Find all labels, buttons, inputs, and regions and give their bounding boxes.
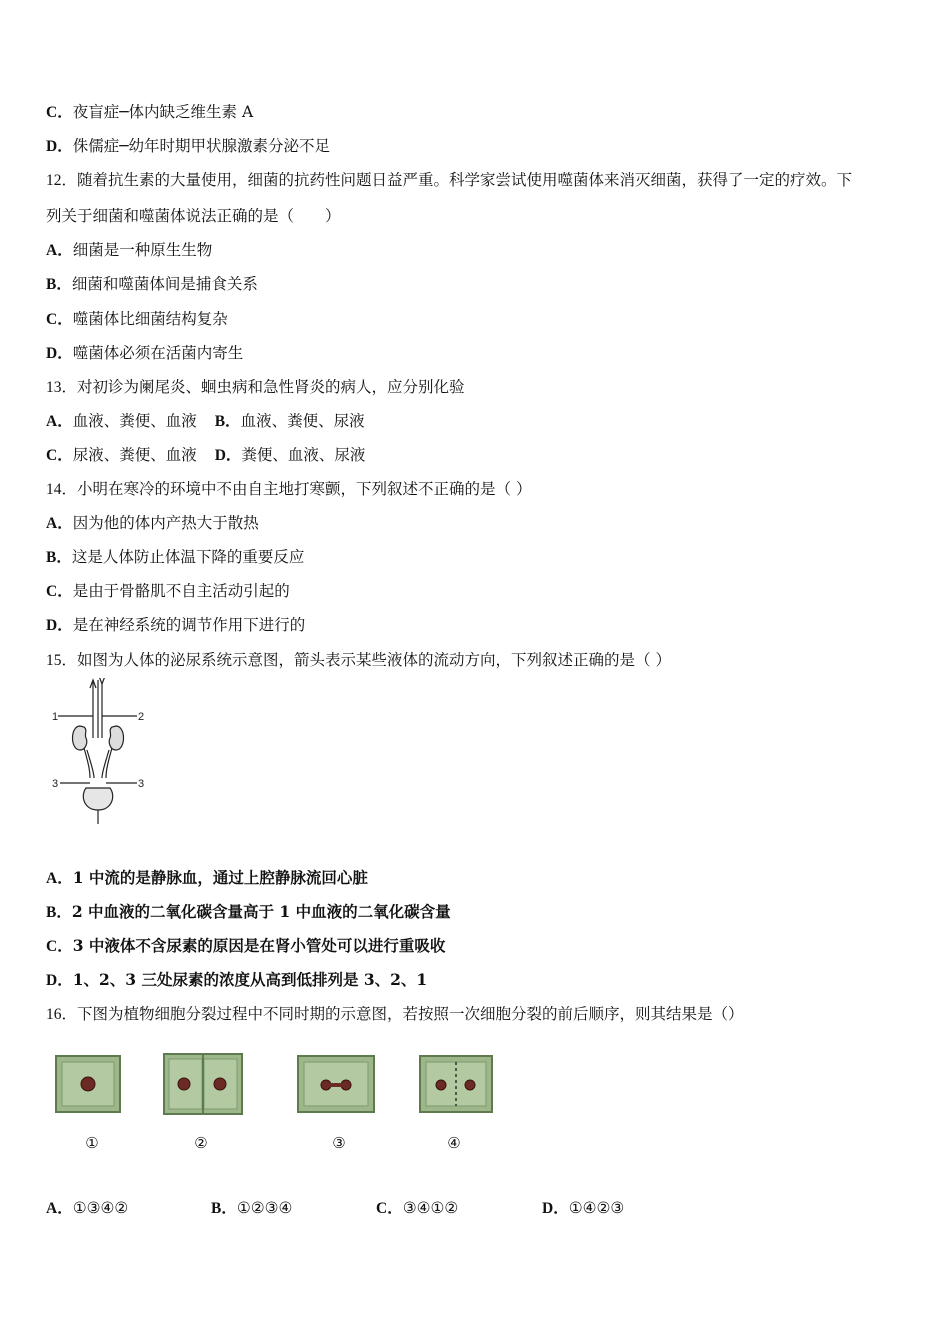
option-letter: A． (46, 413, 73, 430)
option-text: 夜盲症─体内缺乏维生素 A (72, 103, 254, 121)
question-number: 13． (46, 379, 78, 396)
option-text: 噬菌体必须在活菌内寄生 (72, 344, 244, 362)
option-letter: D． (214, 447, 242, 464)
question-number: 15． (46, 652, 78, 669)
question-text: 小明在寒冷的环境中不由自主地打寒颤，下列叙述不正确的是（ ） (77, 480, 532, 498)
question-13-options-cd (46, 445, 365, 466)
option-text: 血液、粪便、尿液 (240, 412, 365, 430)
option-letter: A． (46, 870, 73, 887)
question-text: 下图为植物细胞分裂过程中不同时期的示意图，若按照一次细胞分裂的前后顺序，则其结果是（） (77, 1005, 744, 1023)
option-letter: D． (46, 138, 73, 155)
option-letter: D． (46, 972, 73, 989)
cell-1 (56, 1056, 120, 1112)
question-14-option-a (46, 513, 259, 534)
question-15-option-c (46, 936, 445, 957)
option-text: 因为他的体内产热大于散热 (72, 514, 259, 532)
question-14-stem (46, 479, 531, 500)
option-letter: A． (46, 1200, 73, 1217)
option-letter: D． (46, 345, 73, 362)
cell-label-4: ④ (447, 1134, 461, 1152)
option-text: ①④②③ (568, 1199, 625, 1217)
cell-division-figure (50, 1050, 510, 1120)
option-letter: C． (376, 1200, 403, 1217)
question-number: 12． (46, 172, 78, 189)
option-letter: B． (46, 904, 72, 921)
cell-label-1: ① (85, 1134, 99, 1152)
option-text: 1、2、3 三处尿素的浓度从高到低排列是 3、2、1 (72, 970, 428, 989)
question-16-option-a (46, 1196, 128, 1218)
option-letter: C． (46, 311, 73, 328)
option-text: ①③④② (72, 1199, 129, 1217)
option-d-dwarfism (46, 136, 330, 157)
cell-label-3: ③ (332, 1134, 346, 1152)
question-12-option-b (46, 274, 258, 295)
question-text: 如图为人体的泌尿系统示意图，箭头表示某些液体的流动方向，下列叙述正确的是（ ） (77, 651, 671, 669)
question-14-option-c (46, 581, 290, 602)
question-14-option-b (46, 547, 304, 568)
option-letter: A． (46, 242, 73, 259)
option-text: 侏儒症─幼年时期甲状腺激素分泌不足 (72, 137, 331, 155)
option-letter: D． (46, 617, 73, 634)
question-16-option-d (542, 1196, 624, 1218)
option-letter: C． (46, 104, 73, 121)
option-text: 是由于骨骼肌不自主活动引起的 (72, 582, 290, 600)
option-text: 尿液、粪便、血液 (72, 446, 197, 464)
option-text: 血液、粪便、血液 (72, 412, 197, 430)
question-13-options-ab (46, 411, 365, 432)
question-number: 16． (46, 1006, 78, 1023)
option-letter: B． (211, 1200, 237, 1217)
option-letter: B． (214, 413, 241, 430)
option-text: 3 中液体不含尿素的原因是在肾小管处可以进行重吸收 (72, 936, 446, 955)
option-text: 2 中血液的二氧化碳含量高于 1 中血液的二氧化碳含量 (71, 902, 451, 921)
question-text: 对初诊为阑尾炎、蛔虫病和急性肾炎的病人，应分别化验 (77, 378, 465, 396)
option-letter: B． (46, 276, 72, 293)
cell-3 (298, 1056, 374, 1112)
option-text: ①②③④ (236, 1199, 293, 1217)
question-15-option-d (46, 970, 427, 991)
option-text: 1 中流的是静脉血，通过上腔静脉流回心脏 (72, 868, 368, 887)
option-letter: A． (46, 515, 73, 532)
urinary-system-diagram (50, 678, 154, 828)
question-12-option-c (46, 309, 228, 330)
question-12-stem (46, 170, 852, 191)
option-text: ③④①② (402, 1199, 459, 1217)
question-12-option-a (46, 240, 212, 261)
question-number: 14． (46, 481, 78, 498)
question-12-option-d (46, 343, 243, 364)
option-text: 这是人体防止体温下降的重要反应 (71, 548, 305, 566)
question-15-option-b (46, 902, 451, 923)
option-letter: C． (46, 447, 73, 464)
option-letter: C． (46, 938, 73, 955)
question-text: 列关于细菌和噬菌体说法正确的是（ ） (46, 207, 341, 225)
question-12-stem-cont (46, 206, 341, 226)
option-letter: C． (46, 583, 73, 600)
question-15-option-a (46, 868, 368, 889)
question-text: 随着抗生素的大量使用，细菌的抗药性问题日益严重。科学家尝试使用噬菌体来消灭细菌，获得了一定的疗效。下 (77, 171, 853, 189)
option-text: 细菌是一种原生生物 (72, 241, 213, 259)
label-3-left: 3 (52, 778, 59, 790)
option-c-night-blindness (46, 102, 253, 123)
question-16-stem (46, 1004, 744, 1025)
question-16-option-b (211, 1196, 292, 1218)
label-2: 2 (138, 711, 145, 723)
cell-label-2: ② (194, 1134, 208, 1152)
option-text: 噬菌体比细菌结构复杂 (72, 310, 228, 328)
cell-division-diagram (50, 1050, 510, 1120)
option-text: 细菌和噬菌体间是捕食关系 (71, 275, 258, 293)
question-13-stem (46, 377, 465, 398)
question-16-option-c (376, 1196, 458, 1218)
cell-4 (420, 1056, 492, 1112)
option-text: 粪便、血液、尿液 (241, 446, 366, 464)
question-14-option-d (46, 615, 305, 636)
option-text: 是在神经系统的调节作用下进行的 (72, 616, 306, 634)
cell-2 (164, 1054, 242, 1114)
option-letter: B． (46, 549, 72, 566)
label-1: 1 (52, 711, 59, 723)
option-letter: D． (542, 1200, 569, 1217)
label-3-right: 3 (138, 778, 145, 790)
question-15-stem (46, 650, 671, 671)
urinary-system-figure (50, 678, 154, 828)
question-16-options (46, 1196, 746, 1218)
